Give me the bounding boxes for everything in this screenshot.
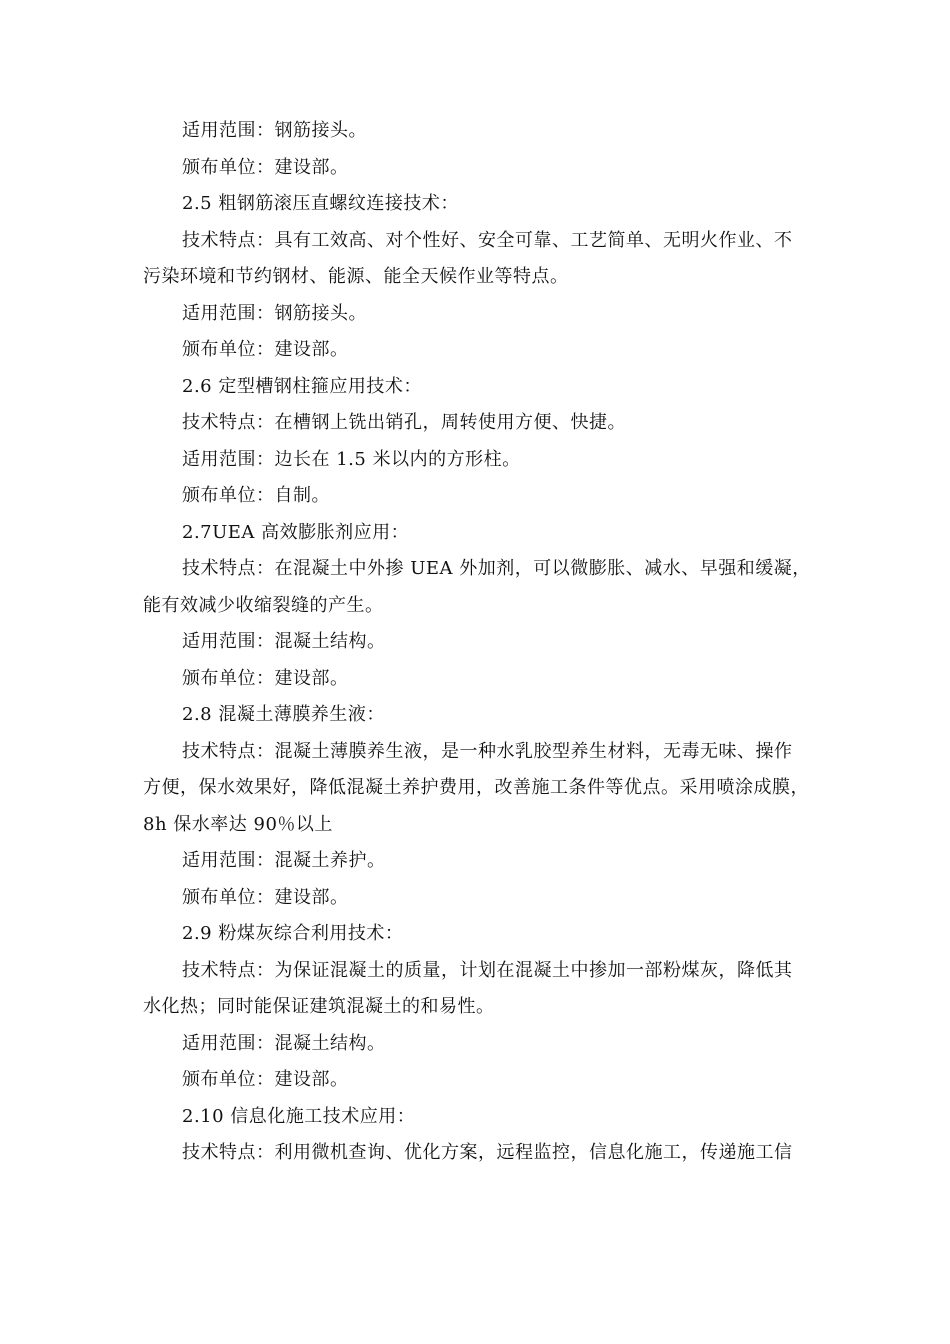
- text-line: 2.9 粉煤灰综合利用技术：: [182, 923, 404, 944]
- text-line: 适用范围：混凝土养护。: [182, 850, 386, 871]
- text-line: 技术特点：在混凝土中外掺 UEA 外加剂，可以微膨胀、减水、早强和缓凝，: [182, 558, 811, 579]
- text-line: 颁布单位：自制。: [182, 485, 330, 506]
- text-line: 颁布单位：建设部。: [182, 886, 349, 908]
- text-line: 适用范围：钢筋接头。: [182, 302, 367, 324]
- text-line: 2.8 混凝土薄膜养生液：: [182, 704, 385, 725]
- text-line: 方便，保水效果好，降低混凝土养护费用，改善施工条件等优点。采用喷涂成膜，: [143, 777, 809, 798]
- text-line: 适用范围：边长在 1.5 米以内的方形柱。: [182, 448, 521, 470]
- text-line: 技术特点：利用微机查询、优化方案，远程监控，信息化施工，传递施工信: [182, 1142, 793, 1163]
- text-line: 2.5 粗钢筋滚压直螺纹连接技术：: [182, 193, 459, 214]
- text-line: 颁布单位：建设部。: [182, 339, 349, 360]
- text-line: 2.7UEA 高效膨胀剂应用：: [182, 521, 410, 543]
- text-line: 技术特点：混凝土薄膜养生液，是一种水乳胶型养生材料，无毒无味、操作: [182, 740, 793, 762]
- text-line: 2.10 信息化施工技术应用：: [182, 1105, 416, 1127]
- text-line: 能有效减少收缩裂缝的产生。: [143, 594, 384, 616]
- text-line: 水化热；同时能保证建筑混凝土的和易性。: [143, 996, 495, 1017]
- text-line: 污染环境和节约钢材、能源、能全天候作业等特点。: [143, 266, 569, 287]
- text-line: 技术特点：为保证混凝土的质量，计划在混凝土中掺加一部粉煤灰，降低其: [182, 959, 793, 981]
- text-line: 颁布单位：建设部。: [182, 156, 349, 178]
- text-line: 技术特点：在槽钢上铣出销孔，周转使用方便、快捷。: [182, 412, 626, 433]
- document-body: [143, 113, 811, 1172]
- text-line: 颁布单位：建设部。: [182, 1069, 349, 1090]
- text-line: 8h 保水率达 90％以上: [143, 813, 333, 835]
- text-line: 2.6 定型槽钢柱箍应用技术：: [182, 375, 422, 397]
- text-line: 适用范围：混凝土结构。: [182, 631, 386, 652]
- text-line: 技术特点：具有工效高、对个性好、安全可靠、工艺简单、无明火作业、不: [182, 229, 793, 251]
- text-line: 颁布单位：建设部。: [182, 667, 349, 689]
- text-line: 适用范围：混凝土结构。: [182, 1032, 386, 1054]
- text-line: 适用范围：钢筋接头。: [182, 120, 367, 141]
